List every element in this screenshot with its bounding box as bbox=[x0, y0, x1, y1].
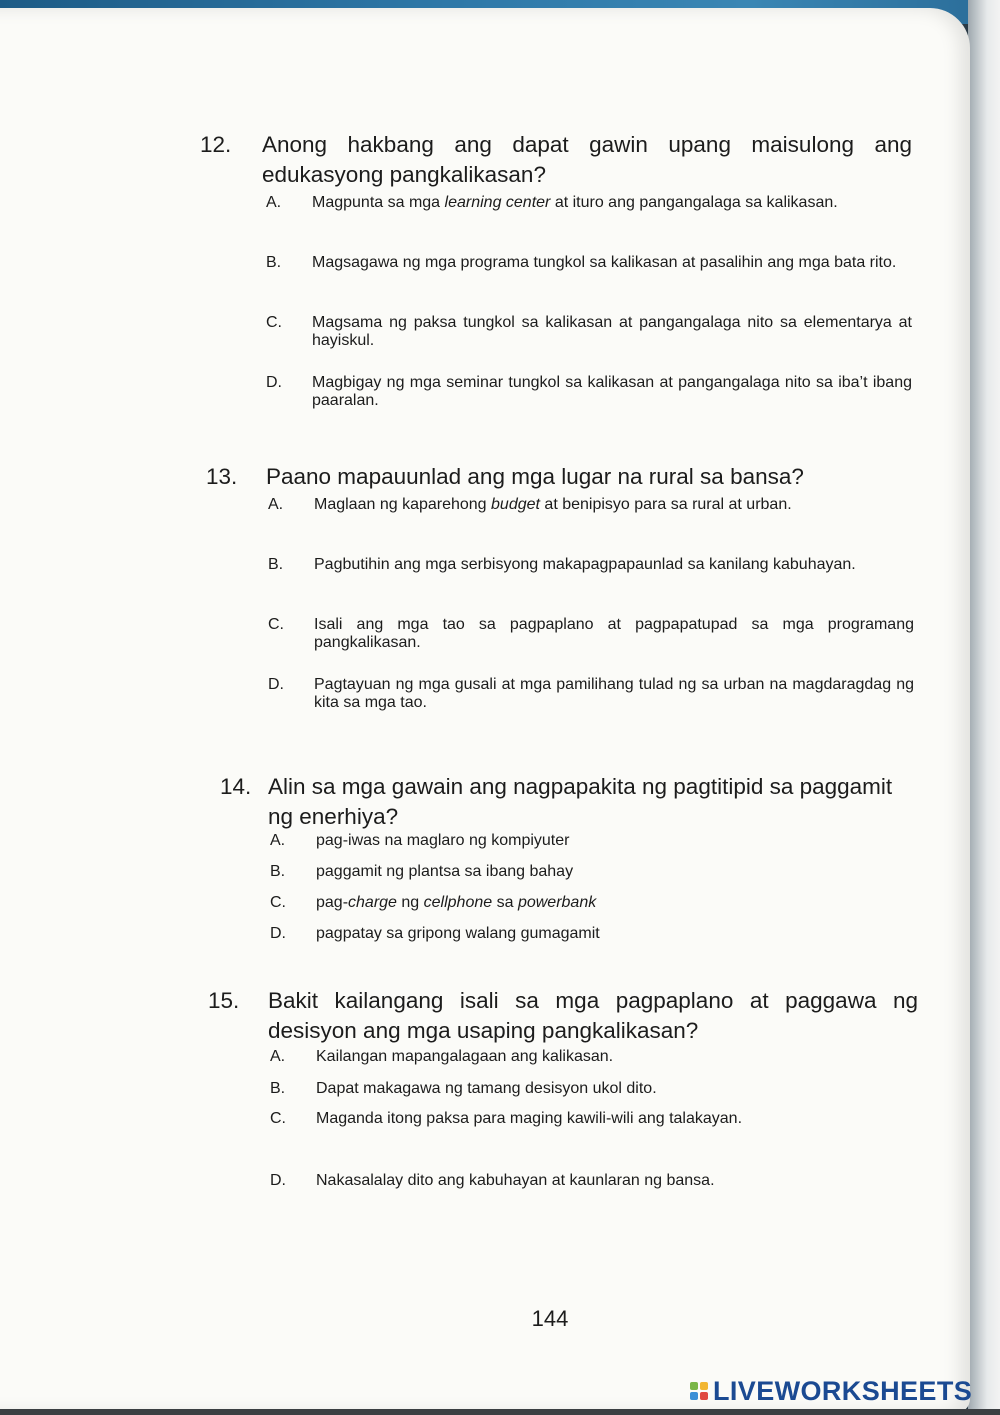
option-letter: B. bbox=[270, 863, 286, 880]
option-text: pag-iwas na maglaro ng kompiyuter bbox=[316, 832, 570, 849]
logo-square bbox=[700, 1382, 708, 1390]
question-number: 13. bbox=[206, 464, 238, 489]
option-text: Kailangan mapangalagaan ang kalikasan. bbox=[316, 1048, 614, 1065]
option-text: Magsama ng paksa tungkol sa kalikasan at pangangalaga nito sa elementarya at hayiskul. bbox=[312, 314, 912, 349]
page-spine-edge bbox=[968, 0, 1000, 1415]
logo-square bbox=[690, 1392, 698, 1400]
option-letter: B. bbox=[266, 254, 282, 271]
page-bottom-edge bbox=[0, 1409, 1000, 1415]
page-number: 144 bbox=[531, 1306, 569, 1331]
option-text: Pagtayuan ng mga gusali at mga pamilihang tulad ng sa urban na magdaragdag ng kita sa mga tao. bbox=[314, 676, 914, 711]
option-text: Magbigay ng mga seminar tungkol sa kalikasan at pangangalaga nito sa iba’t ibang paaralan. bbox=[312, 374, 912, 409]
question-stem: Anong hakbang ang dapat gawin upang maisulong ang edukasyong pangkalikasan? bbox=[262, 132, 912, 187]
option-letter: A. bbox=[266, 194, 282, 211]
question-number: 12. bbox=[200, 132, 232, 157]
option-text: Maglaan ng kaparehong budget at benipisyo para sa rural at urban. bbox=[314, 496, 792, 513]
option-text: Nakasalalay dito ang kabuhayan at kaunlaran ng bansa. bbox=[316, 1172, 715, 1189]
option-text: Magpunta sa mga learning center at ituro ang pangangalaga sa kalikasan. bbox=[312, 194, 838, 211]
question-stem: Paano mapauunlad ang mga lugar na rural sa bansa? bbox=[266, 464, 804, 489]
question-number: 15. bbox=[208, 988, 240, 1013]
question-stem: Bakit kailangang isali sa mga pagpaplano at paggawa ng desisyon ang mga usaping pangkalikasan? bbox=[268, 988, 918, 1043]
option-text: paggamit ng plantsa sa ibang bahay bbox=[316, 863, 574, 880]
option-letter: D. bbox=[268, 676, 284, 693]
option-letter: D. bbox=[270, 925, 286, 942]
option-letter: C. bbox=[270, 894, 286, 911]
watermark-text: LIVEWORKSHEETS bbox=[713, 1375, 973, 1406]
option-letter: A. bbox=[270, 1048, 286, 1065]
question-number: 14. bbox=[220, 774, 252, 799]
question-stem: Alin sa mga gawain ang nagpapakita ng pagtitipid sa paggamit ng enerhiya? bbox=[268, 774, 893, 829]
liveworksheets-watermark[interactable] bbox=[690, 1376, 972, 1406]
option-letter: C. bbox=[270, 1110, 286, 1127]
option-letter: B. bbox=[268, 556, 284, 573]
logo-square bbox=[700, 1392, 708, 1400]
option-text: Dapat makagawa ng tamang desisyon ukol dito. bbox=[316, 1080, 657, 1097]
option-letter: D. bbox=[270, 1172, 286, 1189]
option-text: Isali ang mga tao sa pagpaplano at pagpapatupad sa mga programang pangkalikasan. bbox=[314, 616, 914, 651]
logo-square bbox=[690, 1382, 698, 1390]
option-letter: A. bbox=[268, 496, 284, 513]
option-text: Maganda itong paksa para maging kawili-wili ang talakayan. bbox=[316, 1110, 743, 1127]
option-letter: B. bbox=[270, 1080, 286, 1097]
option-letter: C. bbox=[268, 616, 284, 633]
option-letter: D. bbox=[266, 374, 282, 391]
option-letter: C. bbox=[266, 314, 282, 331]
option-text: pagpatay sa gripong walang gumagamit bbox=[316, 925, 600, 942]
option-text: pag-charge ng cellphone sa powerbank bbox=[316, 894, 597, 911]
option-letter: A. bbox=[270, 832, 286, 849]
option-text: Pagbutihin ang mga serbisyong makapagpapaunlad sa kanilang kabuhayan. bbox=[314, 556, 856, 573]
liveworksheets-logo-icon bbox=[690, 1382, 708, 1400]
option-text: Magsagawa ng mga programa tungkol sa kalikasan at pasalihin ang mga bata rito. bbox=[312, 254, 897, 271]
